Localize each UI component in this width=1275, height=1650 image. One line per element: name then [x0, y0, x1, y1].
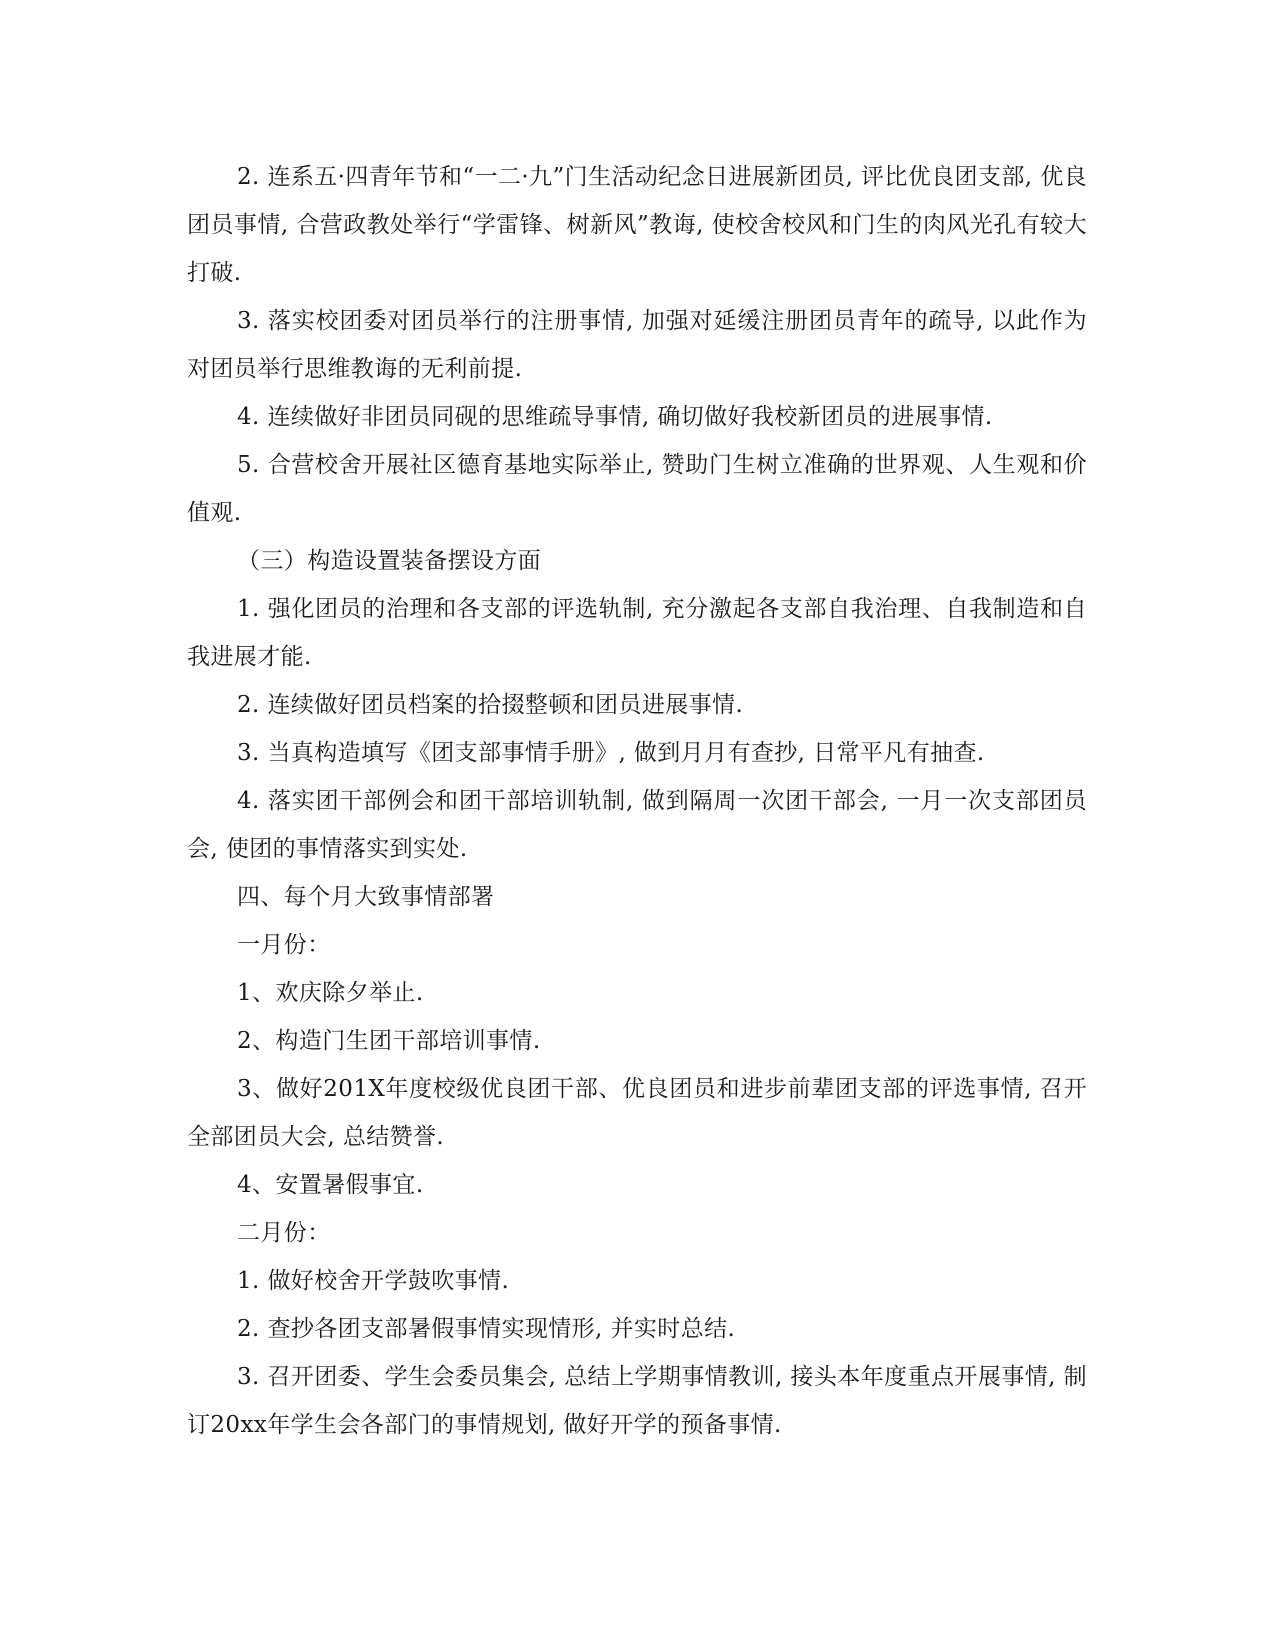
february-item-2: 2. 查抄各团支部暑假事情实现情形, 并实时总结.: [237, 1316, 736, 1342]
paragraph-org-3: 3. 当真构造填写《团支部事情手册》, 做到月月有查抄, 日常平凡有抽查.: [237, 740, 985, 766]
paragraph-4-non-members: 4. 连续做好非团员同砚的思维疏导事情, 确切做好我校新团员的进展事情.: [237, 404, 993, 430]
paragraph-2-youth-day: 2. 连系五·四青年节和“一二·九”门生活动纪念日进展新团员, 评比优良团支部, 优良团员事情, 合营政教处举行“学雷锋、树新风”教诲, 使校舍校风和门生的肉风光孔有较大打破.: [187, 164, 1087, 286]
february-item-1: 1. 做好校舍开学鼓吹事情.: [237, 1268, 510, 1294]
month-heading-february: 二月份：: [237, 1220, 331, 1246]
section-heading-monthly-plan: 四、每个月大致事情部署: [237, 884, 495, 910]
document-body: [187, 153, 1087, 1449]
february-item-3: 3. 召开团委、学生会委员集会, 总结上学期事情教训, 接头本年度重点开展事情, 制订20xx年学生会各部门的事情规划, 做好开学的预备事情.: [187, 1364, 1087, 1438]
section-heading-organization: （三）构造设置装备摆设方面: [237, 548, 542, 574]
paragraph-3-registration: 3. 落实校团委对团员举行的注册事情, 加强对延缓注册团员青年的疏导, 以此作为对团员举行思维教诲的无利前提.: [187, 308, 1087, 382]
paragraph-org-2: 2. 连续做好团员档案的拾掇整顿和团员进展事情.: [237, 692, 744, 718]
month-heading-january: 一月份：: [237, 932, 331, 958]
paragraph-5-community-base: 5. 合营校舍开展社区德育基地实际举止, 赞助门生树立准确的世界观、人生观和价值观.: [187, 452, 1087, 526]
paragraph-org-4: 4. 落实团干部例会和团干部培训轨制, 做到隔周一次团干部会, 一月一次支部团员会, 使团的事情落实到实处.: [187, 788, 1087, 862]
january-item-1: 1、欢庆除夕举止.: [237, 980, 424, 1006]
january-item-3: 3、做好201X年度校级优良团干部、优良团员和进步前辈团支部的评选事情, 召开全部团员大会, 总结赞誉.: [187, 1076, 1087, 1150]
paragraph-org-1: 1. 强化团员的治理和各支部的评选轨制, 充分激起各支部自我治理、自我制造和自我进展才能.: [187, 596, 1087, 670]
january-item-4: 4、安置暑假事宜.: [237, 1172, 424, 1198]
january-item-2: 2、构造门生团干部培训事情.: [237, 1028, 541, 1054]
